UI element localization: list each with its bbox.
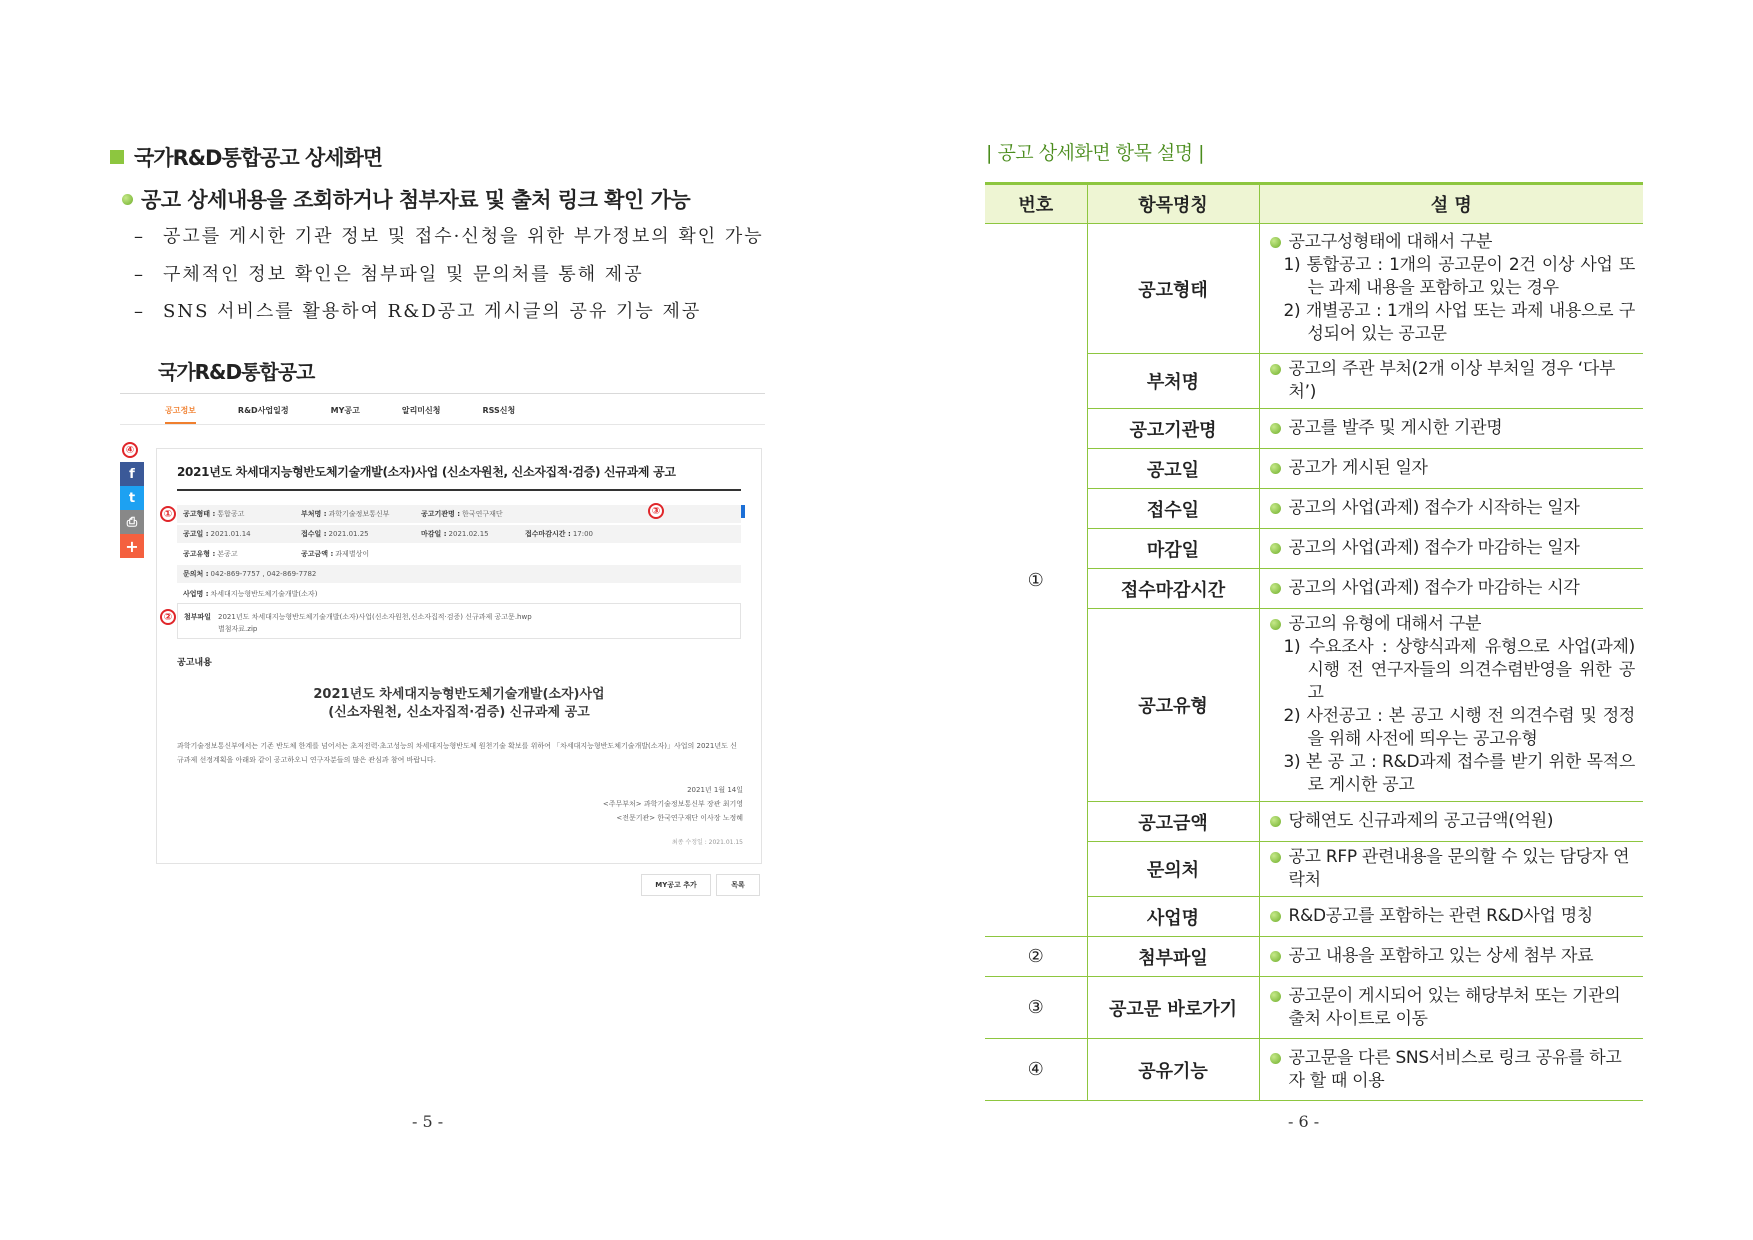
- item-desc: 공고의 사업(과제) 접수가 시작하는 일자: [1259, 489, 1643, 529]
- attachment-link[interactable]: 별첨자료.zip: [218, 625, 258, 633]
- info-row: 공고일 : 2021.01.14 접수일 : 2021.01.25 마감일 : 2021.02.15 접수마감시간 : 17:00: [177, 525, 741, 543]
- item-name: 공고유형: [1087, 609, 1259, 802]
- table-header: [985, 184, 1643, 224]
- marker-4: ④: [122, 442, 138, 458]
- square-bullet-icon: [110, 150, 124, 164]
- twitter-icon[interactable]: t: [120, 486, 144, 510]
- tab-alert[interactable]: 알리미신청: [401, 406, 441, 415]
- marker-2: ②: [160, 609, 176, 625]
- item-desc: 공고의 유형에 대해서 구분 1) 수요조사 : 상향식과제 유형으로 사업(과제) 시행 전 연구자들의 의견수렴반영을 위한 공고 2) 사전공고 : 본 공고 시행 전 의견수렴 및 정정을 위해 사전에 띄우는 공고유형 3) 본 공 고 : R&D과제 접수를 받기 위한 목적으로 게시한 공고: [1259, 609, 1643, 802]
- green-bullet-icon: [1270, 852, 1281, 863]
- table-title: | 공고 상세화면 항목 설명 |: [986, 142, 1205, 164]
- item-desc: 공고 RFP 관련내용을 문의할 수 있는 담당자 연락처: [1259, 842, 1643, 897]
- row-number: ①: [985, 224, 1087, 937]
- table-row: [985, 937, 1643, 977]
- items-table: [985, 182, 1643, 1101]
- green-bullet-icon: [1270, 237, 1281, 248]
- green-bullet-icon: [1270, 543, 1281, 554]
- item-desc: 당해연도 신규과제의 공고금액(억원): [1259, 802, 1643, 842]
- item-name: 첨부파일: [1087, 937, 1259, 977]
- row-number: ②: [985, 937, 1087, 977]
- attachment-box: 첨부파일 2021년도 차세대지능형반도체기술개발(소자)사업(신소자원천,신소자집적·검증) 신규과제 공고문.hwp 별첨자료.zip: [177, 603, 741, 639]
- item-desc: 공고의 사업(과제) 접수가 마감하는 일자: [1259, 529, 1643, 569]
- sig-line: <주무부처> 과학기술정보통신부 장관 최기영: [602, 800, 743, 808]
- info-row: 사업명 : 차세대지능형반도체기술개발(소자): [183, 590, 318, 598]
- item-name: 접수일: [1087, 489, 1259, 529]
- green-bullet-icon: [1270, 991, 1281, 1002]
- green-bullet-icon: [1270, 1053, 1281, 1064]
- marker-1: ①: [160, 506, 176, 522]
- page-number: - 5 -: [412, 1112, 444, 1131]
- header-desc: 설 명: [1259, 184, 1643, 224]
- table-row: [985, 224, 1643, 354]
- attachment-link[interactable]: 2021년도 차세대지능형반도체기술개발(소자)사업(신소자원천,신소자집적·검증) 신규과제 공고문.hwp: [218, 613, 532, 621]
- item-name: 문의처: [1087, 842, 1259, 897]
- item-name: 공고기관명: [1087, 409, 1259, 449]
- green-bullet-icon: [1270, 583, 1281, 594]
- tab-my-notice[interactable]: MY공고: [330, 406, 360, 415]
- item-desc: 공고구성형태에 대해서 구분 1) 통합공고 : 1개의 공고문이 2건 이상 사업 또는 과제 내용을 포함하고 있는 경우 2) 개별공고 : 1개의 사업 또는 과제 내용으로 구성되어 있는 공고문: [1259, 224, 1643, 354]
- item-desc: 공고의 사업(과제) 접수가 마감하는 시각: [1259, 569, 1643, 609]
- green-bullet-icon: [1270, 619, 1281, 630]
- table-row: [985, 1039, 1643, 1101]
- header-name: 항목명칭: [1087, 184, 1259, 224]
- green-bullet-icon: [122, 194, 133, 205]
- tab-rd-schedule[interactable]: R&D사업일정: [237, 406, 289, 415]
- item-name: 공고금액: [1087, 802, 1259, 842]
- notice-card: [156, 448, 762, 864]
- sig-line: <전문기관> 한국연구재단 이사장 노정혜: [616, 814, 743, 822]
- green-bullet-icon: [1270, 911, 1281, 922]
- print-icon[interactable]: ⎙: [120, 510, 144, 534]
- item-desc: 공고의 주관 부처(2개 이상 부처일 경우 ‘다부처’): [1259, 354, 1643, 409]
- row-number: ④: [985, 1039, 1087, 1101]
- table-row: [985, 977, 1643, 1039]
- item-name: 공고문 바로가기: [1087, 977, 1259, 1039]
- content-title: 2021년도 차세대지능형반도체기술개발(소자)사업: [313, 687, 605, 702]
- green-bullet-icon: [1270, 503, 1281, 514]
- sig-date: 2021년 1월 14일: [687, 786, 743, 794]
- green-bullet-icon: [1270, 423, 1281, 434]
- item-desc: 공고문을 다른 SNS서비스로 링크 공유를 하고자 할 때 이용: [1259, 1039, 1643, 1101]
- item-name: 사업명: [1087, 897, 1259, 937]
- dash-item: – 공고를 게시한 기관 정보 및 접수·신청을 위한 부가정보의 확인 가능: [134, 226, 764, 247]
- page-number: - 6 -: [1288, 1112, 1320, 1131]
- item-name: 공고일: [1087, 449, 1259, 489]
- green-bullet-icon: [1270, 364, 1281, 375]
- list-button[interactable]: 목록: [716, 874, 760, 896]
- dash-item: – SNS 서비스를 활용하여 R&D공고 게시글의 공유 기능 제공: [134, 301, 702, 322]
- divider: [120, 393, 765, 394]
- tab-notice-info[interactable]: 공고정보: [165, 405, 196, 424]
- section-subtitle: 공고 상세내용을 조회하거나 첨부자료 및 출처 링크 확인 가능: [122, 184, 690, 214]
- section-title: 국가R&D통합공고 상세화면: [110, 142, 382, 172]
- dash-item: – 구체적인 정보 확인은 첨부파일 및 문의처를 통해 제공: [134, 264, 644, 285]
- item-desc: 공고 내용을 포함하고 있는 상세 첨부 자료: [1259, 937, 1643, 977]
- info-row: 공고유형 : 본공고 공고금액 : 과제별상이: [183, 550, 370, 558]
- content-body: 과학기술정보통신부에서는 기존 반도체 한계를 넘어서는 초저전력·초고성능의 차세대지능형반도체 원천기술 확보를 위하여 「차세대지능형반도체기술개발(소자)」사업의 2021년도 신규과제 선정계획을 아래와 같이 공고하오니 연구자분들의 많은 관심과 참여 바랍니다.: [177, 742, 737, 764]
- item-name: 부처명: [1087, 354, 1259, 409]
- header-no: 번호: [985, 184, 1087, 224]
- divider: [120, 424, 765, 425]
- item-desc: 공고를 발주 및 게시한 기관명: [1259, 409, 1643, 449]
- notice-title: 2021년도 차세대지능형반도체기술개발(소자)사업 (신소자원천, 신소자집적·검증) 신규과제 공고: [177, 465, 676, 479]
- facebook-icon[interactable]: f: [120, 462, 144, 486]
- marker-3: ③: [648, 503, 664, 519]
- info-row: 공고형태 : 통합공고 부처명 : 과학기술정보통신부 공고기관명 : 한국연구재단: [177, 505, 741, 523]
- item-name: 공고형태: [1087, 224, 1259, 354]
- nav-tabs: [165, 405, 557, 424]
- item-desc: 공고가 게시된 일자: [1259, 449, 1643, 489]
- item-name: 공유기능: [1087, 1039, 1259, 1101]
- info-row: 문의처 : 042-869-7757 , 042-869-7782: [177, 565, 741, 583]
- content-title: (신소자원천, 신소자집적·검증) 신규과제 공고: [328, 705, 590, 720]
- item-desc: 공고문이 게시되어 있는 해당부처 또는 기관의 출처 사이트로 이동: [1259, 977, 1643, 1039]
- item-desc: R&D공고를 포함하는 관련 R&D사업 명칭: [1259, 897, 1643, 937]
- site-title: 국가R&D통합공고: [158, 360, 315, 384]
- modified-date: 최종 수정일 : 2021.01.15: [671, 839, 743, 846]
- divider: [177, 489, 741, 491]
- green-bullet-icon: [1270, 816, 1281, 827]
- row-number: ③: [985, 977, 1087, 1039]
- item-name: 마감일: [1087, 529, 1259, 569]
- content-label: 공고내용: [177, 658, 212, 668]
- green-bullet-icon: [1270, 951, 1281, 962]
- tab-rss[interactable]: RSS신청: [482, 406, 516, 415]
- share-bar: [120, 462, 144, 558]
- plus-icon[interactable]: +: [120, 534, 144, 558]
- add-my-notice-button[interactable]: MY공고 추가: [641, 874, 711, 896]
- green-bullet-icon: [1270, 463, 1281, 474]
- item-name: 접수마감시간: [1087, 569, 1259, 609]
